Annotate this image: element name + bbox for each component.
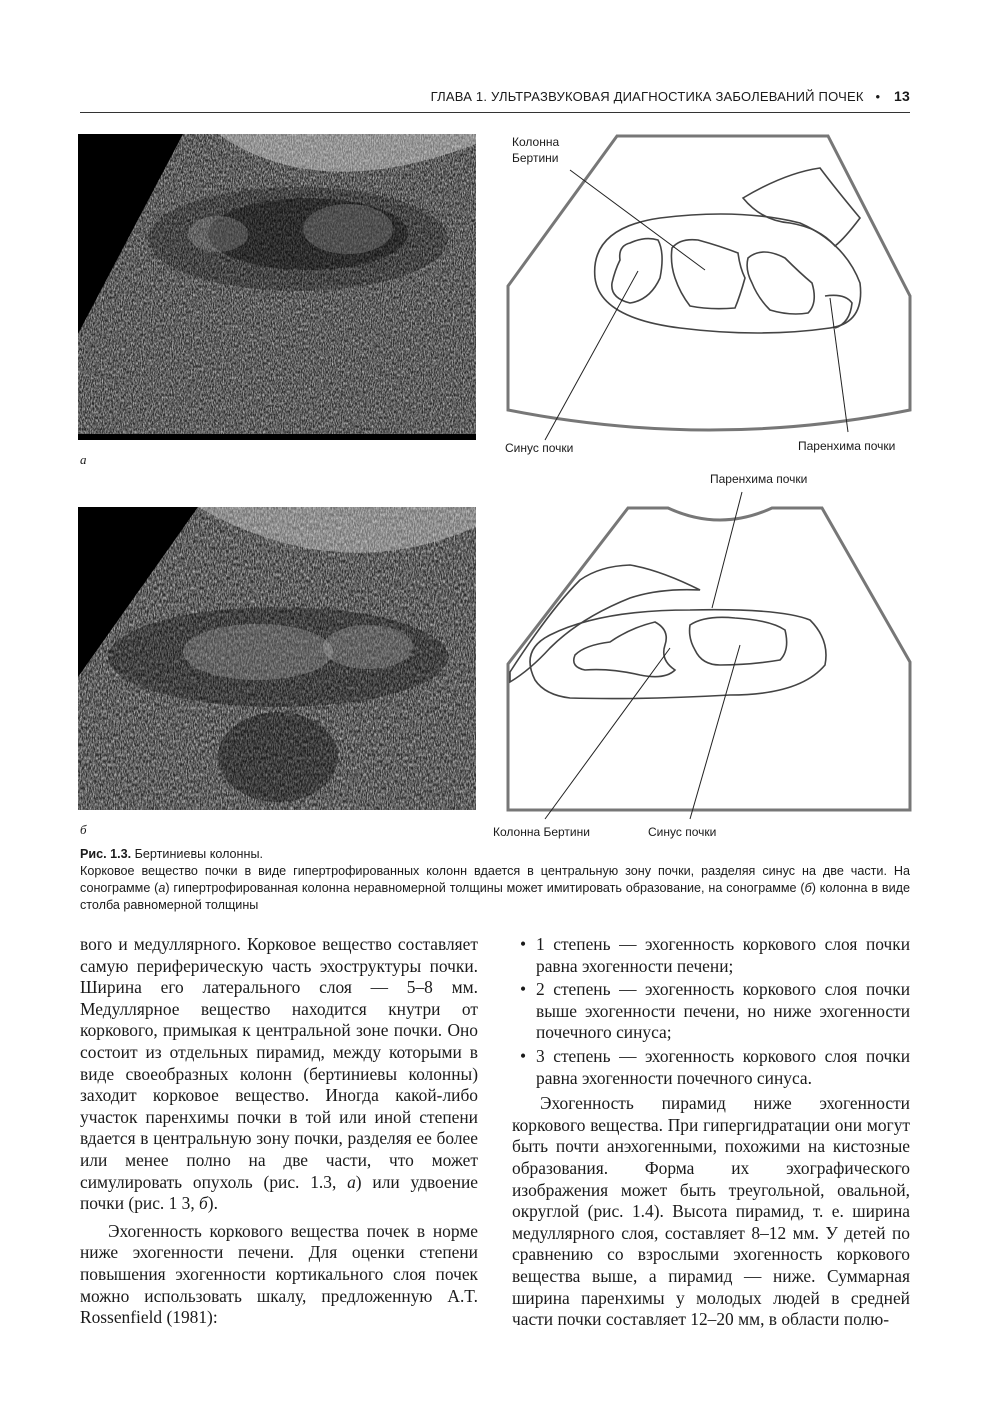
list-item bbox=[512, 979, 910, 1044]
label-column-b: Колонна Бертини bbox=[493, 825, 590, 839]
right-text-column bbox=[512, 934, 910, 1331]
text-run: вого и медуллярного. Корковое вещество составляет самую периферическую часть эхоструктуры почки. Ширина его латерального слоя — 5–8 мм. Медуллярное вещество находится кнутри от коркового, примыкая к центральной зоне почки. Оно состоит из отдельных пирамид, между которыми в виде своеобразных колонн (бертиниевы колонны) заходит корковое вещество. Иногда какой-либо участок паренхимы почки в той или иной степени вдается в центральную зону почки, разделяя ее более или менее полно на две части, что может симулировать опухоль (рис. 1.3, bbox=[80, 934, 478, 1192]
liver-contour bbox=[743, 168, 860, 246]
leader-line-sinus-b bbox=[690, 645, 740, 819]
sinus-part-right-b bbox=[690, 617, 787, 665]
panel-label-a: а bbox=[80, 452, 87, 467]
page-number: 13 bbox=[894, 88, 910, 104]
ultrasound-image-a bbox=[78, 134, 476, 440]
bullet-marker: • bbox=[520, 934, 527, 954]
list-item bbox=[512, 934, 910, 977]
list-item bbox=[512, 1046, 910, 1089]
label-sinus-a: Синус почки bbox=[505, 441, 574, 455]
running-header bbox=[80, 88, 910, 114]
left-text-column bbox=[80, 934, 478, 1329]
label-parenchyma-a: Паренхима почки bbox=[798, 439, 896, 453]
label-sinus-b: Синус почки bbox=[648, 825, 717, 839]
caption-figure-number: Рис. 1.3. bbox=[80, 847, 132, 861]
schematic-a-graphic bbox=[500, 128, 920, 468]
caption-italic-b: б bbox=[804, 881, 812, 895]
caption-text-3: ) колонна в виде столба равномерной толщины bbox=[80, 881, 910, 912]
panel-label-b: б bbox=[80, 822, 87, 837]
sinus-part-right bbox=[747, 252, 814, 314]
chapter-title: ГЛАВА 1. УЛЬТРАЗВУКОВАЯ ДИАГНОСТИКА ЗАБОЛЕВАНИЙ ПОЧЕК bbox=[430, 89, 864, 104]
caption-title-line bbox=[80, 846, 910, 863]
list-item-text: 3 степень — эхогенность коркового слоя почки равна эхогенности почечного синуса. bbox=[536, 1045, 910, 1088]
header-text-block bbox=[431, 88, 910, 104]
schematic-diagram-b bbox=[490, 470, 920, 840]
label-column-line1: Колонна bbox=[512, 135, 560, 149]
sonogram-b-graphic bbox=[78, 507, 476, 810]
sinus-part-left-b bbox=[574, 622, 675, 677]
probe-fan-outline-b bbox=[508, 508, 910, 810]
list-item-text: 1 степень — эхогенность коркового слоя почки равна эхогенности печени; bbox=[536, 934, 910, 976]
sinus-part-left bbox=[612, 239, 662, 303]
paragraph: Эхогенность пирамид ниже эхогенности коркового вещества. При гипергидратации они могут быть почти анэхогенными, похожими на кистозные образования. Форма их эхографического изображения может быть треугольной, овальной, округлой (рис. 1.4). Высота пирамид, т. е. ширина медуллярного слоя, составляет 8–12 мм. У детей по сравнению со взрослыми эхогенность коркового вещества выше, а пирамид — ниже. Суммарная ширина паренхимы у молодых людей в средней части почки составляет 12–20 мм, в области полю- bbox=[512, 1093, 910, 1330]
list-item-text: 2 степень — эхогенность коркового слоя почки выше эхогенности печени, но ниже эхогенности почечного синуса; bbox=[536, 979, 910, 1043]
caption-text-2: ) гипертрофированная колонна неравномерной толщины может имитировать образование, на сонограмме ( bbox=[165, 881, 805, 895]
bullet-marker: • bbox=[520, 1045, 527, 1066]
schematic-diagram-a bbox=[500, 128, 920, 468]
leader-line-parenchyma bbox=[830, 298, 848, 432]
sinus-part-middle bbox=[671, 240, 745, 309]
text-run: ). bbox=[207, 1193, 218, 1214]
leader-line-parenchyma-b bbox=[712, 492, 742, 608]
caption-text-1: Корковое вещество почки в виде гипертрофированных колонн вдается в центральную зону почки, разделяя синус на две части. На сонограмме ( bbox=[80, 864, 910, 895]
schematic-b-graphic bbox=[490, 470, 920, 840]
bullet-marker: • bbox=[520, 979, 527, 1000]
sonogram-a-graphic bbox=[78, 134, 476, 440]
caption-italic-a: а bbox=[158, 881, 166, 895]
italic-run: а bbox=[347, 1171, 356, 1192]
leader-line-column-b bbox=[545, 648, 670, 819]
figure-caption bbox=[80, 846, 910, 914]
caption-body bbox=[80, 863, 910, 914]
caption-figure-title: Бертиниевы колонны. bbox=[134, 847, 264, 861]
kidney-outline bbox=[595, 214, 861, 333]
leader-line-sinus bbox=[545, 271, 638, 440]
paragraph: Эхогенность коркового вещества почек в норме ниже эхогенности печени. Для оценки степени повышения эхогенности кортикального слоя почек можно использовать шкалу, предложенную A.T. Rossenfield (1981): bbox=[80, 1220, 478, 1328]
kidney-outline-b bbox=[530, 610, 826, 699]
leader-line-column bbox=[570, 170, 705, 270]
header-bullet: • bbox=[875, 89, 881, 104]
label-parenchyma-b: Паренхима почки bbox=[710, 472, 808, 486]
paragraph bbox=[80, 934, 478, 1215]
probe-fan-outline bbox=[508, 136, 910, 430]
text-run: ) или удвоение почки (рис. 1 3, bbox=[80, 1171, 478, 1214]
label-column-line2: Бертини bbox=[512, 151, 559, 165]
parenchyma-inner-contour bbox=[825, 295, 852, 328]
header-rule bbox=[80, 112, 910, 113]
ultrasound-image-b bbox=[78, 507, 476, 810]
italic-run: б bbox=[199, 1193, 208, 1214]
